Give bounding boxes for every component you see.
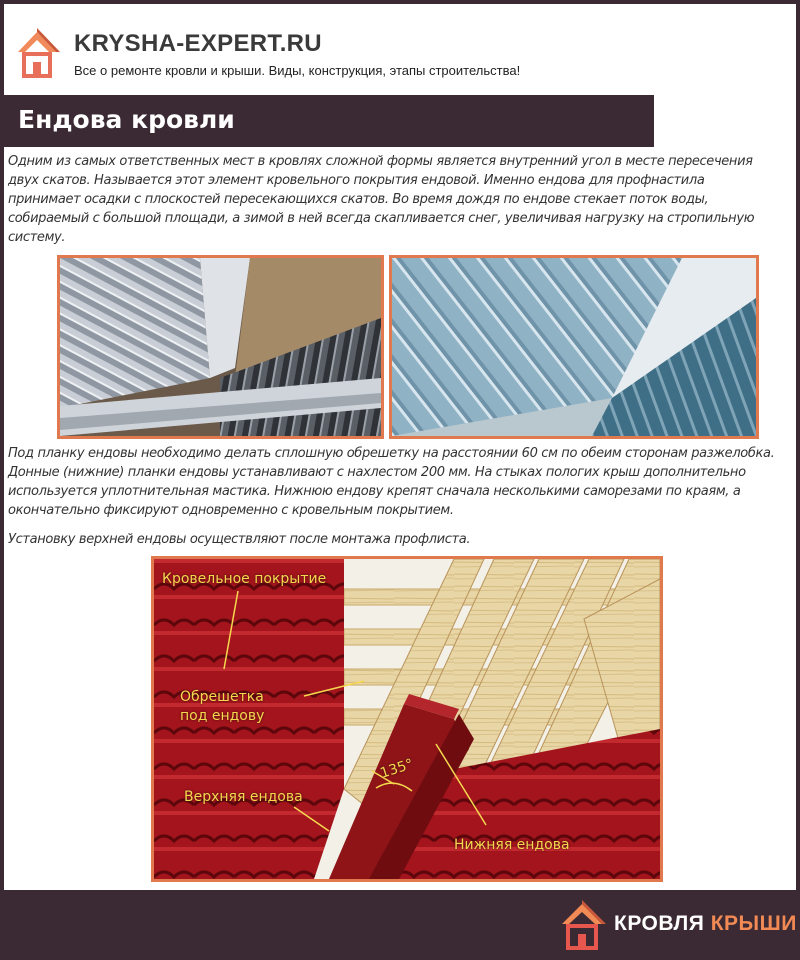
photo-valley-gutter-image [60, 258, 381, 436]
site-name[interactable]: KRYSHA-EXPERT.RU [74, 30, 322, 57]
label-upper-valley: Верхняя ендова [184, 789, 303, 805]
label-battens-2: под ендову [180, 708, 265, 724]
site-tagline: Все о ремонте кровли и крыши. Виды, конструкция, этапы строительства! [74, 63, 521, 78]
footer-brand[interactable] [614, 912, 797, 936]
valley-diagram [151, 556, 663, 882]
site-header [4, 4, 796, 90]
label-lower-valley: Нижняя ендова [454, 837, 570, 853]
footer-brand-accent: КРЫШИ [710, 912, 797, 935]
photo-valley-metal-roof [389, 255, 759, 439]
label-roof-covering: Кровельное покрытие [162, 571, 327, 587]
title-bar [4, 95, 654, 147]
footer [0, 890, 800, 960]
paragraph-installation: Под планку ендовы необходимо делать сплошную обрешетку на расстоянии 60 см по обеим сторонам разжелобка. Донные (нижние) планки ендовы устанавливают с нахлестом 200 мм. На стыках пологих крыш дополнительно используется уплотнительная мастика. Нижнюю ендову крепят сначала несколькими саморезами по краям, а окончательно фиксируют одновременно с кровельным покрытием. [8, 446, 775, 518]
frame-right [796, 0, 800, 960]
paragraph-upper-valley: Установку верхней ендовы осуществляют после монтажа профлиста. [8, 532, 471, 547]
paragraph-intro: Одним из самых ответственных мест в кровлях сложной формы является внутренний угол в месте пересечения двух скатов. Называется этот элемент кровельного покрытия ендовой. Именно ендова для профнастила принимает осадки с плоскостей пересекающихся скатов. Во время дождя по ендове стекает поток воды, собираемый с большой площади, а зимой в ней всегда скапливается снег, увеличивая нагрузку на стропильную систему. [8, 154, 755, 245]
footer-brand-main: КРОВЛЯ [614, 912, 705, 935]
label-angle: 135° [378, 756, 416, 782]
label-battens-1: Обрешетка [180, 689, 264, 705]
page-title: Ендова кровли [18, 105, 235, 134]
house-logo-icon[interactable] [556, 896, 608, 954]
photo-valley-metal-roof-image [392, 258, 756, 436]
photo-valley-gutter [57, 255, 384, 439]
house-logo-icon[interactable] [12, 22, 62, 82]
